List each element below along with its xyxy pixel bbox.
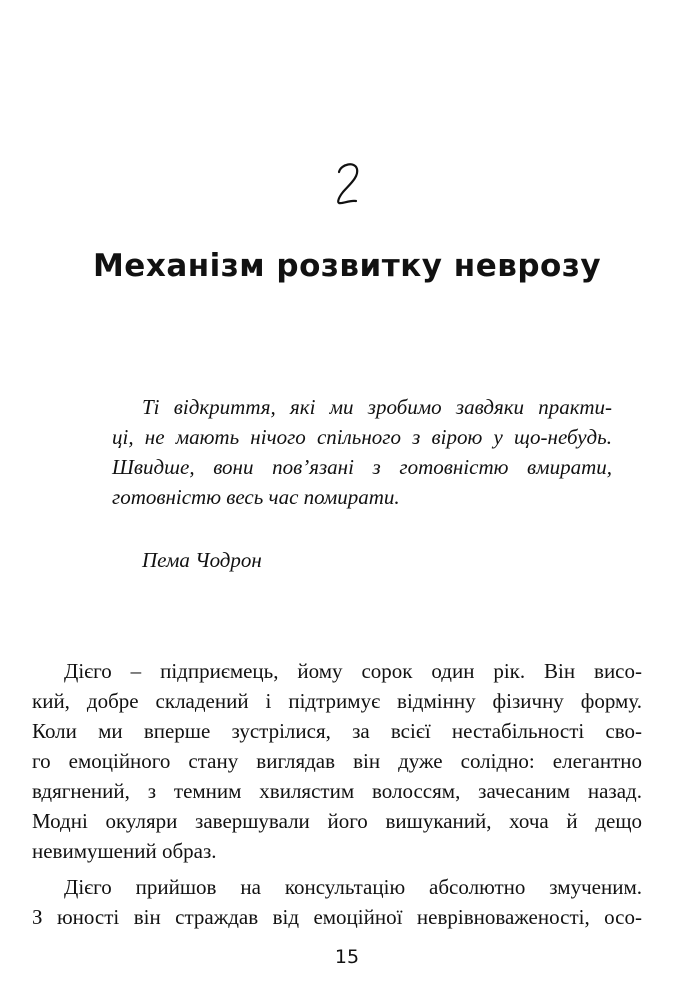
paragraph [32,872,642,932]
epigraph-line: Швидше, вони пов’язані з готовністю вмирати, [112,455,612,479]
epigraph-line: Ті відкриття, які ми зробимо завдяки практи- [142,395,612,419]
chapter-number [0,158,694,213]
text-line: Коли ми вперше зустрілися, за всієї нестабільності сво- [32,719,642,743]
body-text [32,656,642,932]
text-line: невимушений образ. [32,839,217,863]
text-line: го емоційного стану виглядав він дуже солідно: елегантно [32,749,642,773]
text-line: З юності він страждав від емоційної неврівноваженості, осо- [32,905,642,929]
handwritten-chapter-numeral [329,158,365,208]
text-line: кий, добре складений і підтримує відмінну фізичну форму. [32,689,642,713]
epigraph [112,392,612,512]
epigraph-author: Пема Чодрон [142,548,262,572]
text-line: Модні окуляри завершували його вишуканий, хоча й дещо [32,809,642,833]
paragraph [32,656,642,866]
epigraph-line: готовністю весь час помирати. [112,485,400,509]
text-line: Дієго – підприємець, йому сорок один рік. Він висо- [64,659,642,683]
page-number: 15 [334,946,360,968]
text-line: вдягнений, з темним хвилястим волоссям, зачесаним назад. [32,779,642,803]
text-line: Дієго прийшов на консультацію абсолютно змученим. [64,875,642,899]
chapter-title: Механізм розвитку неврозу [92,248,602,284]
epigraph-line: ці, не мають нічого спільного з вірою у що-небудь. [112,425,612,449]
